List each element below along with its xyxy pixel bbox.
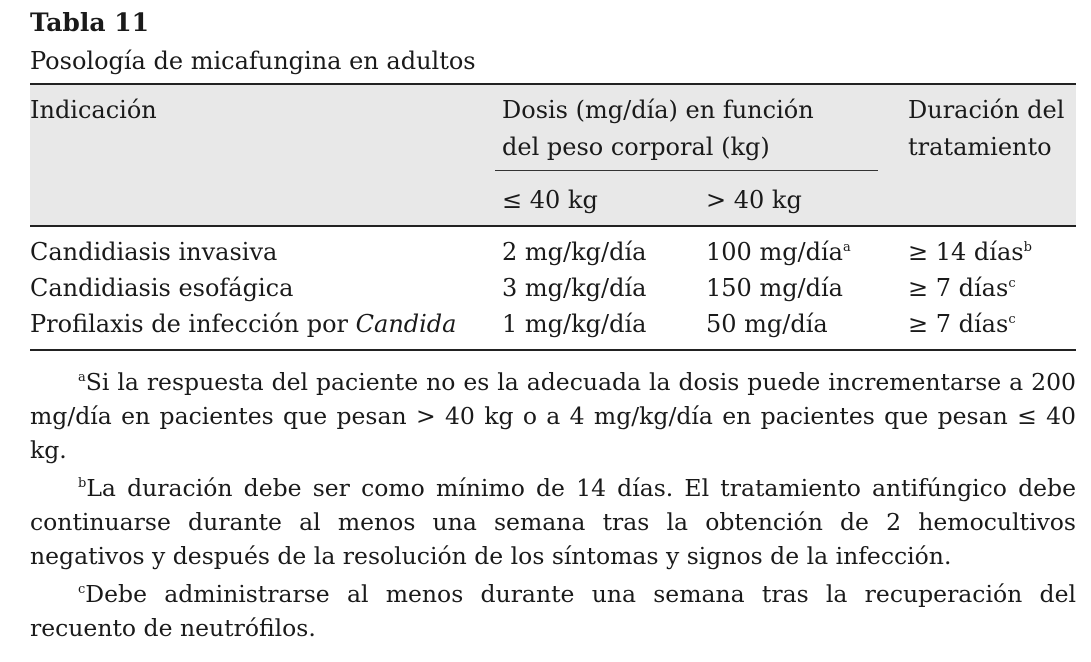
row-2-duration-note: c: [1008, 276, 1016, 291]
footnote-b-mark: b: [78, 476, 87, 491]
footnote-c-mark: c: [78, 582, 86, 597]
footnote-c-text: Debe administrarse al menos durante una semana tras la recuperación del recuento de neutrófilos.: [30, 580, 1076, 642]
weight-subheader-rule: [495, 170, 878, 171]
row-2-duration: ≥ 7 días: [908, 274, 1009, 302]
row-2-duration-cell: [908, 273, 1016, 303]
row-2-dose-low: 3 mg/kg/día: [502, 274, 647, 302]
footnote-c: [30, 577, 1076, 645]
header-bottom-rule: [30, 225, 1076, 227]
row-3-indication: [30, 309, 456, 339]
header-weight-high: > 40 kg: [706, 186, 802, 214]
header-dose-line2: del peso corporal (kg): [502, 133, 770, 161]
header-weight-low: ≤ 40 kg: [502, 186, 598, 214]
row-2-dose-high: 150 mg/día: [706, 274, 843, 302]
footnote-a-text: Si la respuesta del paciente no es la adecuada la dosis puede incrementarse a 200 mg/día en pacientes que pesan > 40 kg o a 4 mg/kg/día en pacientes que pesan ≤ 40 kg.: [30, 368, 1076, 464]
row-1-duration-note: b: [1023, 240, 1032, 255]
row-1-indication: Candidiasis invasiva: [30, 238, 278, 266]
row-3-duration-note: c: [1008, 312, 1016, 327]
top-rule: [30, 83, 1076, 85]
row-3-indication-prefix: Profilaxis de infección por: [30, 310, 356, 338]
row-1-dose-high-note: a: [843, 240, 851, 255]
row-1-duration: ≥ 14 días: [908, 238, 1024, 266]
footnote-b: [30, 471, 1076, 573]
header-dose-line1: Dosis (mg/día) en función: [502, 96, 814, 124]
footnote-b-text: La duración debe ser como mínimo de 14 días. El tratamiento antifúngico debe continuarse durante al menos una semana tras la obtención de 2 hemocultivos negativos y después de la resolución de los síntomas y signos de la infección.: [30, 474, 1076, 570]
table-subtitle: Posología de micafungina en adultos: [30, 47, 476, 75]
row-1-dose-low: 2 mg/kg/día: [502, 238, 647, 266]
footnote-a: [30, 365, 1076, 467]
table-title: Tabla 11: [30, 8, 150, 37]
header-duration-line2: tratamiento: [908, 133, 1052, 161]
header-duration-line1: Duración del: [908, 96, 1065, 124]
row-2-indication: Candidiasis esofágica: [30, 274, 294, 302]
footnote-a-mark: a: [78, 370, 86, 385]
table-bottom-rule: [30, 349, 1076, 351]
header-indication: Indicación: [30, 96, 157, 124]
row-3-duration: ≥ 7 días: [908, 310, 1009, 338]
row-1-dose-high: 100 mg/día: [706, 238, 843, 266]
row-1-duration-cell: [908, 237, 1032, 267]
row-3-duration-cell: [908, 309, 1016, 339]
row-3-dose-low: 1 mg/kg/día: [502, 310, 647, 338]
row-3-dose-high: 50 mg/día: [706, 310, 828, 338]
row-1-dose-high-cell: [706, 237, 851, 267]
row-3-indication-italic: Candida: [355, 310, 457, 338]
